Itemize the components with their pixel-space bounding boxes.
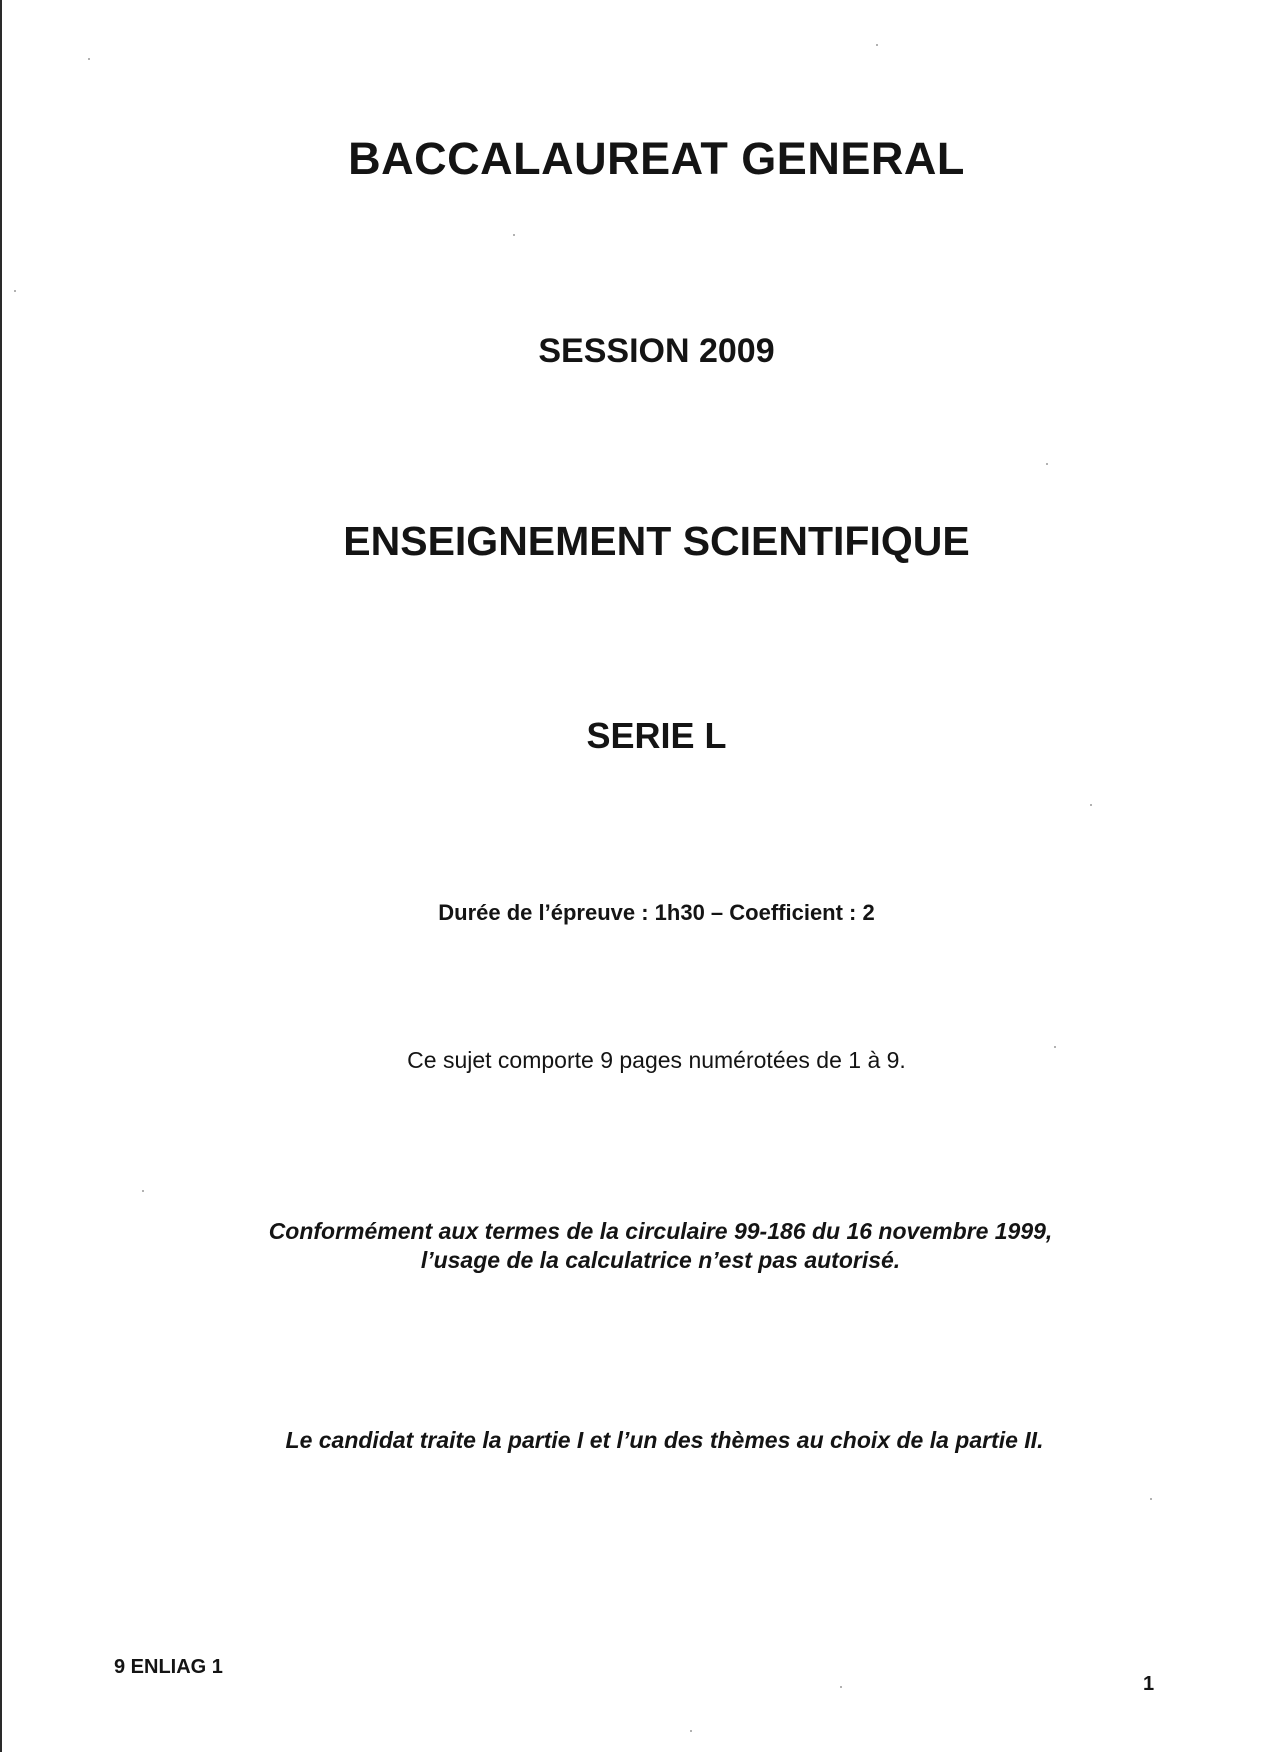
session-label: SESSION 2009 xyxy=(538,332,775,370)
scan-speck xyxy=(142,1190,144,1192)
scan-speck xyxy=(690,1730,692,1732)
calculator-note-line1: Conformément aux termes de la circulaire 99-186 du 16 novembre 1999, xyxy=(268,1218,1053,1244)
page-count-note: Ce sujet comporte 9 pages numérotées de 1 à 9. xyxy=(407,1047,906,1073)
page-number: 1 xyxy=(1143,1673,1155,1695)
calculator-note-line2: l’usage de la calculatrice n’est pas autorisé. xyxy=(420,1247,901,1273)
scan-speck xyxy=(88,58,90,60)
instructions-line: Le candidat traite la partie I et l’un des thèmes au choix de la partie II. xyxy=(285,1427,1044,1453)
scan-speck xyxy=(876,44,878,46)
serie-label: SERIE L xyxy=(586,715,727,756)
scan-speck xyxy=(840,1686,842,1688)
scan-speck xyxy=(1054,1046,1056,1048)
scan-speck xyxy=(513,234,515,236)
exam-title: BACCALAUREAT GENERAL xyxy=(348,133,965,184)
subject-label: ENSEIGNEMENT SCIENTIFIQUE xyxy=(343,518,970,564)
scan-speck xyxy=(1150,1498,1152,1500)
calculator-note xyxy=(24,1217,1273,1275)
duration-line: Durée de l’épreuve : 1h30 – Coefficient : 2 xyxy=(438,900,875,925)
scan-speck xyxy=(1046,463,1048,465)
scan-edge-line xyxy=(0,0,2,1752)
scan-speck xyxy=(1090,804,1092,806)
footer-code: 9 ENLIAG 1 xyxy=(114,1656,223,1678)
scan-speck xyxy=(14,290,16,292)
